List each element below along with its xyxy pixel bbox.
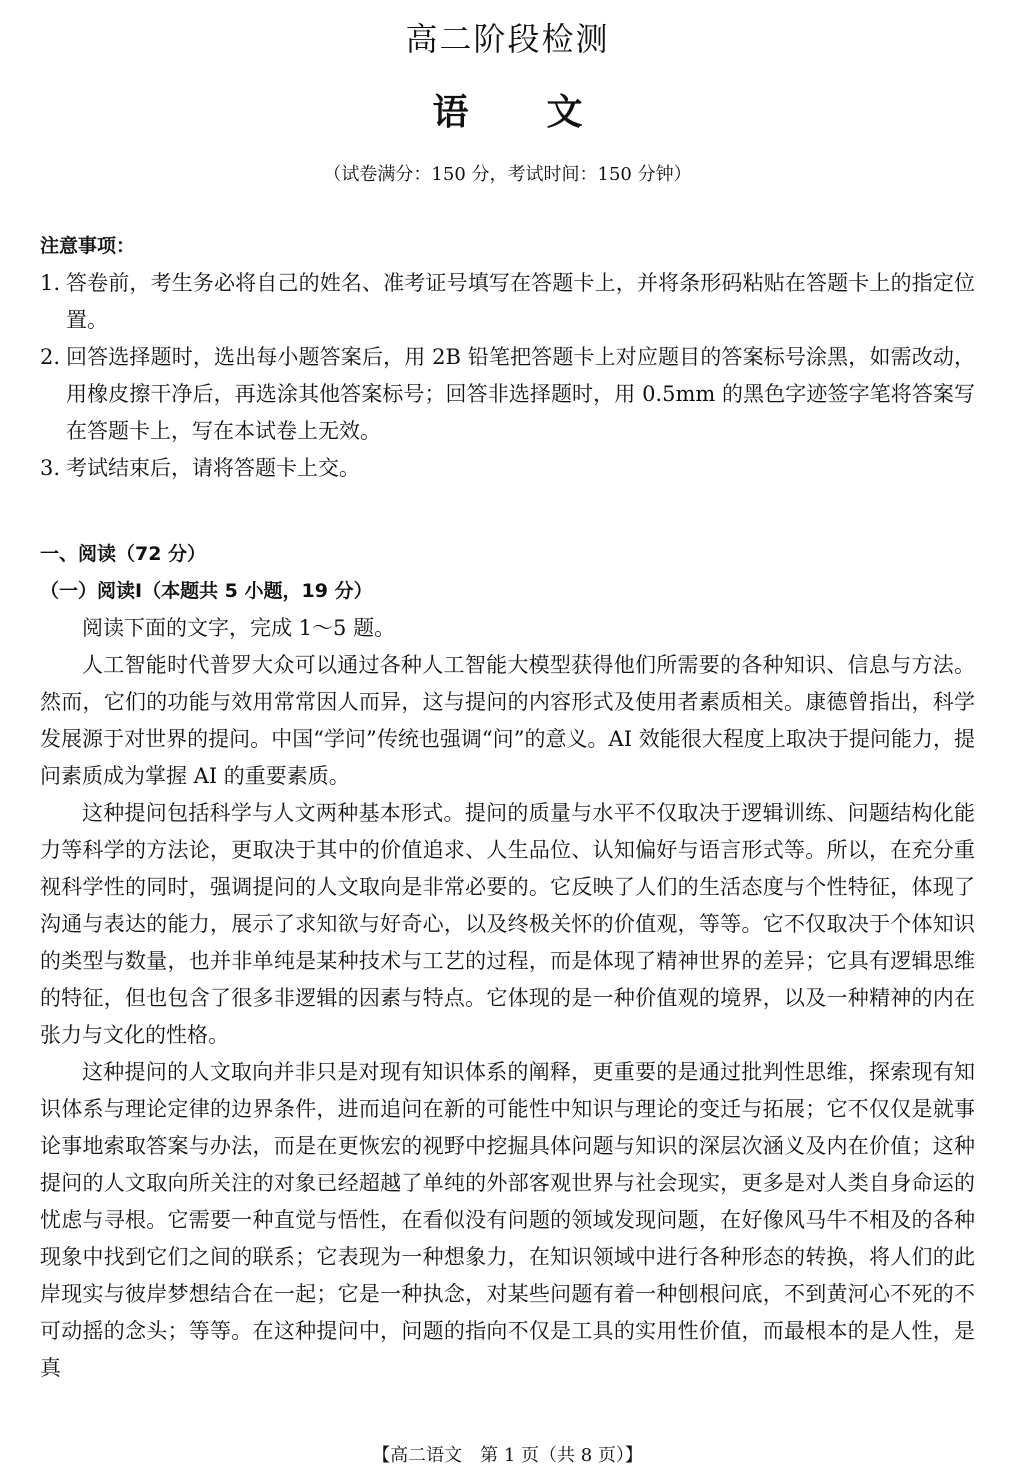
notice-item <box>40 265 975 339</box>
page-title: 高二阶段检测 <box>405 20 610 58</box>
reading-instruction: 阅读下面的文字，完成 1～5 题。 <box>82 616 396 640</box>
exam-meta: （试卷满分：150 分，考试时间：150 分钟） <box>323 164 692 185</box>
notice-heading: 注意事项： <box>40 235 136 257</box>
section-subheading: （一）阅读Ⅰ（本题共 5 小题，19 分） <box>40 580 373 602</box>
passage-paragraph: 这种提问的人文取向并非只是对现有知识体系的阐释，更重要的是通过批判性思维，探索现有知识体系与理论定律的边界条件，进而追问在新的可能性中知识与理论的变迁与拓展；它不仅仅是就事论事地索取答案与办法，而是在更恢宏的视野中挖掘具体问题与知识的深层次涵义及内在价值；这种提问的人文取向所关注的对象已经超越了单纯的外部客观世界与社会现实，更多是对人类自身命运的忧虑与寻根。它需要一种直觉与悟性，在看似没有问题的领域发现问题，在好像风马牛不相及的各种现象中找到它们之间的联系；它表现为一种想象力，在知识领域中进行各种形态的转换，将人们的此岸现实与彼岸梦想结合在一起；它是一种执念，对某些问题有着一种刨根问底，不到黄河心不死的不可动摇的念头；等等。在这种提问中，问题的指向不仅是工具的实用性价值，而最根本的是人性，是真 <box>40 1060 975 1380</box>
notice-item-text: 考试结束后，请将答题卡上交。 <box>66 456 360 480</box>
notice-item-number: 1. <box>40 271 61 295</box>
notice-item-number: 2. <box>40 345 61 369</box>
section-heading: 一、阅读（72 分） <box>40 543 207 565</box>
subject-char-2: 文 <box>546 91 583 133</box>
notice-item-number: 3. <box>40 456 61 480</box>
page-footer: 【高二语文 第 1 页（共 8 页）】 <box>372 1445 643 1466</box>
subject-title <box>0 84 1015 135</box>
notice-item-text: 回答选择题时，选出每小题答案后，用 2B 铅笔把答题卡上对应题目的答案标号涂黑，如需改动，用橡皮擦干净后，再选涂其他答案标号；回答非选择题时，用 0.5mm 的黑色字迹签字笔将答案写在答题卡上，写在本试卷上无效。 <box>66 345 975 443</box>
reading-section <box>40 536 975 1387</box>
notice-item <box>40 339 975 450</box>
notice-item-text: 答卷前，考生务必将自己的姓名、准考证号填写在答题卡上，并将条形码粘贴在答题卡上的指定位置。 <box>66 271 975 332</box>
notice-section <box>40 228 975 487</box>
passage-paragraph: 这种提问包括科学与人文两种基本形式。提问的质量与水平不仅取决于逻辑训练、问题结构化能力等科学的方法论，更取决于其中的价值追求、人生品位、认知偏好与语言形式等。所以，在充分重视科学性的同时，强调提问的人文取向是非常必要的。它反映了人们的生活态度与个性特征，体现了沟通与表达的能力，展示了求知欲与好奇心，以及终极关怀的价值观，等等。它不仅取决于个体知识的类型与数量，也并非单纯是某种技术与工艺的过程，而是体现了精神世界的差异；它具有逻辑思维的特征，但也包含了很多非逻辑的因素与特点。它体现的是一种价值观的境界，以及一种精神的内在张力与文化的性格。 <box>40 801 975 1047</box>
passage-paragraph: 人工智能时代普罗大众可以通过各种人工智能大模型获得他们所需要的各种知识、信息与方法。然而，它们的功能与效用常常因人而异，这与提问的内容形式及使用者素质相关。康德曾指出，科学发展源于对世界的提问。中国“学问”传统也强调“问”的意义。AI 效能很大程度上取决于提问能力，提问素质成为掌握 AI 的重要素质。 <box>40 653 975 788</box>
notice-item <box>40 450 975 487</box>
subject-char-1: 语 <box>432 91 469 133</box>
